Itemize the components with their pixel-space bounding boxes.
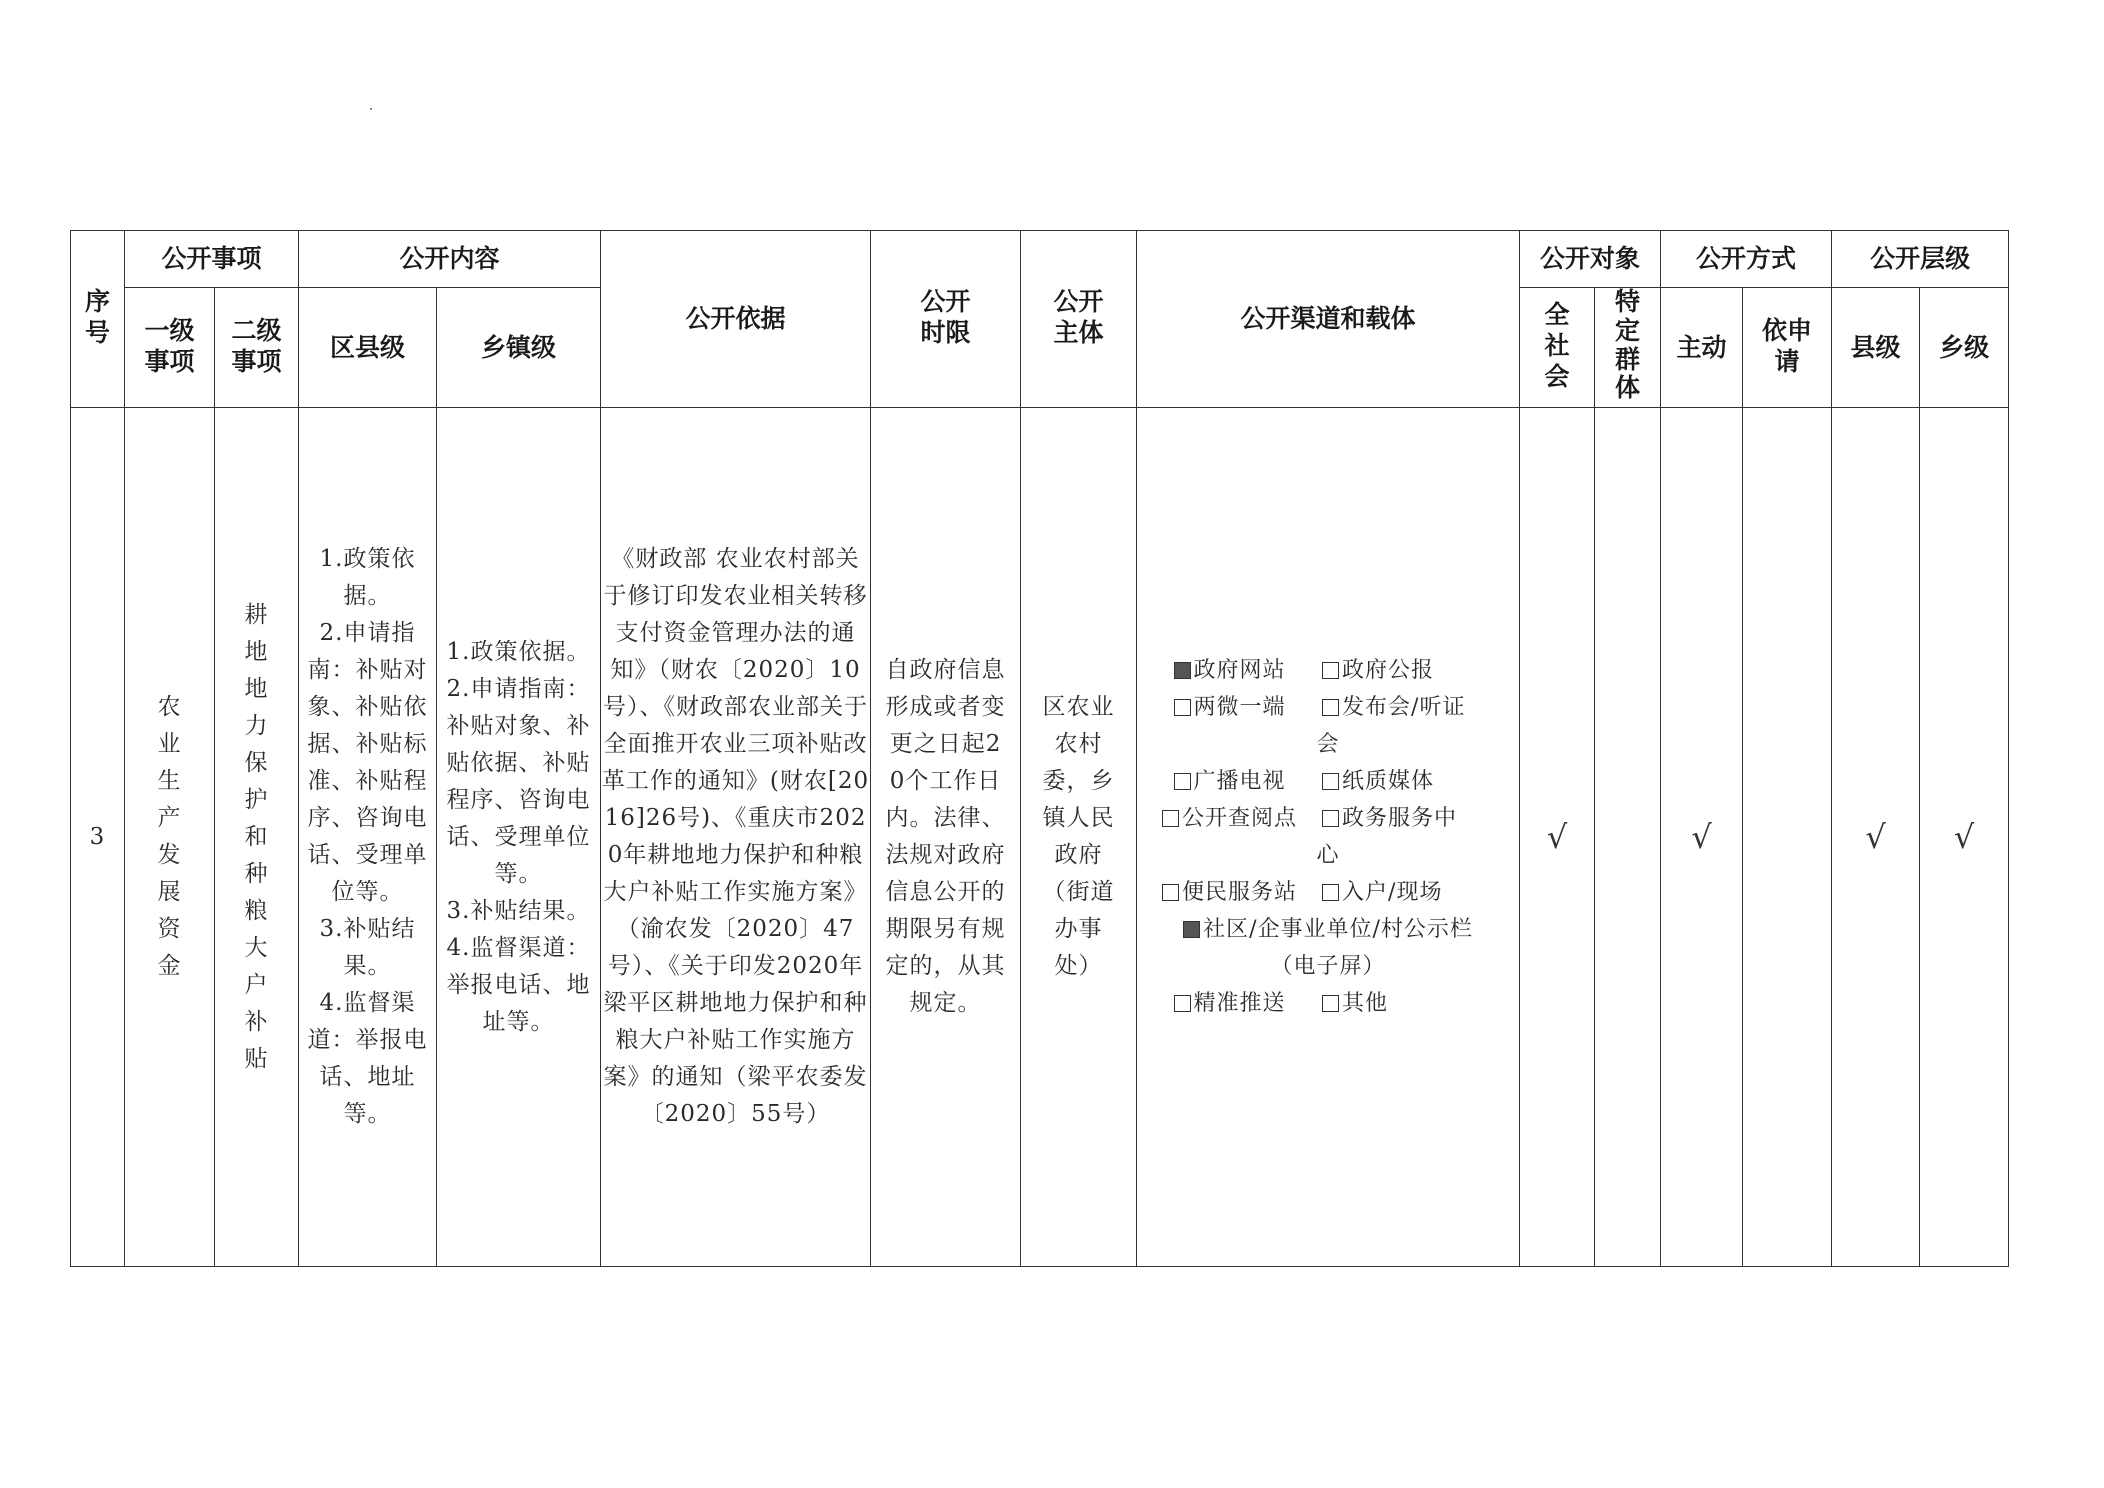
header-seq: 序号 <box>71 231 125 408</box>
unchecked-box-icon <box>1162 810 1179 827</box>
channel-gov-site: 政府网站 <box>1137 652 1322 689</box>
row-level2: 耕地地力保护和种粮大户补贴 <box>215 408 299 1267</box>
row-seq: 3 <box>71 408 125 1267</box>
channel-household: 入户/现场 <box>1322 874 1442 911</box>
unchecked-box-icon <box>1322 773 1339 790</box>
row-audience-all: √ <box>1520 408 1595 1267</box>
county-line-3: 3.补贴结果。 <box>319 916 416 980</box>
channel-broadcast: 广播电视 <box>1137 763 1322 800</box>
header-item: 公开事项 <box>125 231 299 288</box>
header-time-limit: 公开时限 <box>871 231 1021 408</box>
town-line-1: 1.政策依据。 <box>446 638 591 665</box>
channel-other: 其他 <box>1322 985 1388 1022</box>
channel-two-one: 两微一端 <box>1137 689 1322 726</box>
channel-convenience: 便民服务站 <box>1137 874 1322 911</box>
header-subject: 公开主体 <box>1021 231 1137 408</box>
row-basis: 《财政部 农业农村部关于修订印发农业相关转移支付资金管理办法的通知》（财农〔2020〕10号）、《财政部农业部关于全面推开农业三项补贴改革工作的通知》(财农[2016]26号)、《重庆市2020年耕地地力保护和种粮大户补贴工作实施方案》（渝农发〔2020〕47号）、《关于印发2020年梁平区耕地地力保护和种粮大户补贴工作实施方案》的通知（梁平农委发〔2020〕55号） <box>601 408 871 1267</box>
checked-box-icon <box>1174 662 1191 679</box>
channel-community-cont: （电子屏） <box>1270 954 1386 980</box>
checked-box-icon <box>1183 921 1200 938</box>
header-method-active: 主动 <box>1661 288 1743 408</box>
header-method: 公开方式 <box>1661 231 1832 288</box>
unchecked-box-icon <box>1174 995 1191 1012</box>
channel-press: 发布会/听证 <box>1322 689 1465 726</box>
channel-press-cont: 会 <box>1316 732 1340 758</box>
header-level: 公开层级 <box>1832 231 2009 288</box>
unchecked-box-icon <box>1322 995 1339 1012</box>
header-level-county: 县级 <box>1832 288 1920 408</box>
header-level-town: 乡级 <box>1920 288 2009 408</box>
channel-paper: 纸质媒体 <box>1322 763 1434 800</box>
disclosure-table <box>70 230 2009 1267</box>
channel-reading: 公开查阅点 <box>1137 800 1322 837</box>
unchecked-box-icon <box>1174 699 1191 716</box>
county-line-1: 1.政策依据。 <box>319 546 416 610</box>
row-county-content <box>299 408 437 1267</box>
channel-precise: 精准推送 <box>1137 985 1322 1022</box>
town-line-4: 4.监督渠道：举报电话、地址等。 <box>446 934 591 1035</box>
header-audience-all: 全社会 <box>1520 288 1595 408</box>
header-audience-specific: 特定群体 <box>1595 288 1661 408</box>
row-level1: 农业生产发展资金 <box>125 408 215 1267</box>
header-basis: 公开依据 <box>601 231 871 408</box>
row-subject: 区农业农村委，乡镇人民政府（街道办事处） <box>1021 408 1137 1267</box>
row-audience-specific <box>1595 408 1661 1267</box>
channel-service-cont: 心 <box>1316 843 1340 869</box>
header-item-level1: 一级事项 <box>125 288 215 408</box>
header-channels: 公开渠道和载体 <box>1137 231 1520 408</box>
header-audience: 公开对象 <box>1520 231 1661 288</box>
town-line-3: 3.补贴结果。 <box>446 897 591 924</box>
town-line-2: 2.申请指南：补贴对象、补贴依据、补贴程序、咨询电话、受理单位等。 <box>446 675 591 887</box>
unchecked-box-icon <box>1322 662 1339 679</box>
row-method-active: √ <box>1661 408 1743 1267</box>
table-row <box>71 408 2009 1267</box>
row-level-town: √ <box>1920 408 2009 1267</box>
row-channels <box>1137 408 1520 1267</box>
header-content-county: 区县级 <box>299 288 437 408</box>
channel-service: 政务服务中 <box>1322 800 1457 837</box>
channel-gov-bulletin: 政府公报 <box>1322 652 1434 689</box>
county-line-2: 2.申请指南：补贴对象、补贴依据、补贴标准、补贴程序、咨询电话、受理单位等。 <box>307 620 428 906</box>
unchecked-box-icon <box>1322 884 1339 901</box>
row-level-county: √ <box>1832 408 1920 1267</box>
unchecked-box-icon <box>1322 810 1339 827</box>
scan-speck <box>370 108 372 110</box>
header-content: 公开内容 <box>299 231 601 288</box>
channel-community: 社区/企事业单位/村公示栏 <box>1137 911 1519 948</box>
row-town-content <box>437 408 601 1267</box>
row-method-request <box>1743 408 1832 1267</box>
unchecked-box-icon <box>1322 699 1339 716</box>
header-item-level2: 二级事项 <box>215 288 299 408</box>
row-time-limit: 自政府信息形成或者变更之日起20个工作日内。法律、法规对政府信息公开的期限另有规定的，从其规定。 <box>871 408 1021 1267</box>
unchecked-box-icon <box>1162 884 1179 901</box>
county-line-4: 4.监督渠道：举报电话、地址等。 <box>307 990 428 1128</box>
header-method-request: 依申请 <box>1743 288 1832 408</box>
unchecked-box-icon <box>1174 773 1191 790</box>
header-content-town: 乡镇级 <box>437 288 601 408</box>
